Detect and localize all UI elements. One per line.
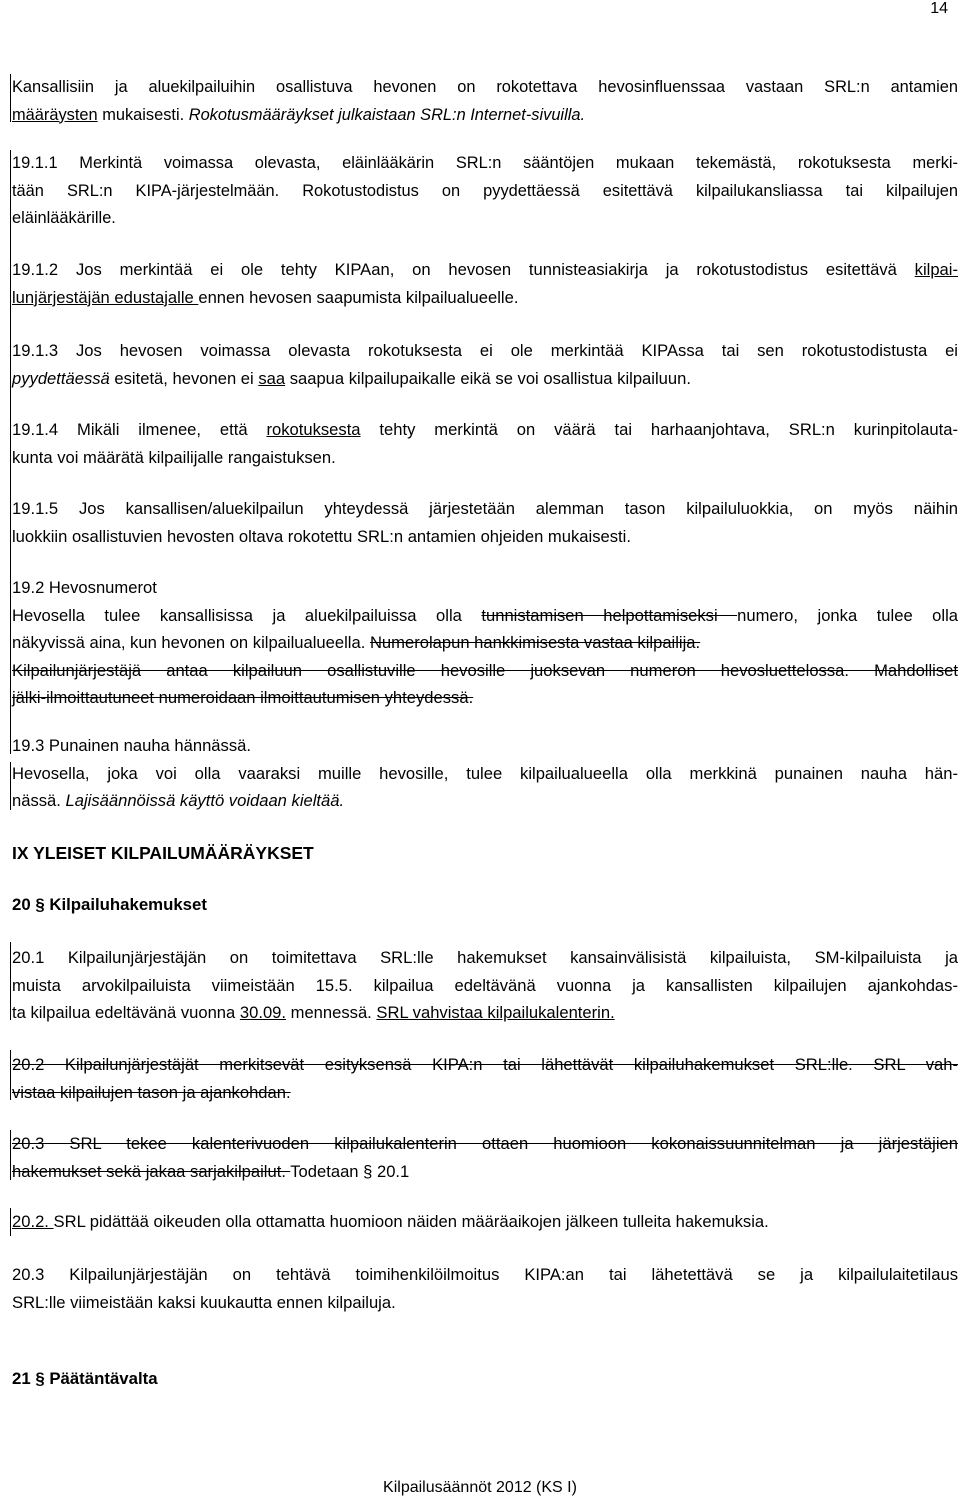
text-line bbox=[12, 1208, 958, 1236]
text-line: 19.1.3 Jos hevosen voimassa olevasta rokotuksesta ei ole merkintää KIPAssa tai sen rokotustodistusta ei bbox=[12, 341, 958, 360]
paragraph-19-3 bbox=[12, 732, 958, 815]
struck-text: 20.2 Kilpailunjärjestäjät merkitsevät esityksensä KIPA:n tai lähettävät kilpailuhakemukset SRL:lle. SRL vah- bbox=[12, 1055, 958, 1074]
text-span: SRL pidättää oikeuden olla ottamatta huomioon näiden määräaikojen jälkeen tulleita hakemuksia. bbox=[53, 1212, 769, 1231]
text-line bbox=[12, 416, 958, 444]
struck-text: vistaa kilpailujen tason ja ajankohdan. bbox=[12, 1082, 291, 1102]
struck-text: 20.3 SRL tekee kalenterivuoden kilpailukalenterin ottaen huomioon kokonaissuunnitelman ja järjestäjien bbox=[12, 1134, 958, 1153]
text-line: tään SRL:n KIPA-järjestelmään. Rokotustodistus on pyydettäessä esitettävä kilpailukansliassa tai kilpailujen bbox=[12, 181, 958, 200]
text-line: eläinlääkärille. bbox=[12, 209, 116, 227]
text-line bbox=[12, 787, 958, 815]
text-line bbox=[12, 602, 958, 630]
paragraph-19-1-1 bbox=[12, 150, 958, 233]
struck-text: Kilpailunjärjestäjä antaa kilpailuun osallistuville hevosille juoksevan numeron hevosluettelossa. Mahdolliset bbox=[12, 660, 958, 680]
page-footer: Kilpailusäännöt 2012 (KS I) bbox=[383, 1479, 577, 1496]
text-span: nässä. bbox=[12, 791, 66, 810]
text-span: mukaisesti. bbox=[97, 105, 189, 124]
paragraph-20-2 bbox=[12, 1208, 958, 1236]
text-span: mennessä. bbox=[286, 1003, 377, 1022]
revision-bar bbox=[10, 74, 11, 122]
text-line bbox=[12, 365, 958, 393]
revision-bar bbox=[10, 762, 11, 810]
text-line: kunta voi määrätä kilpailijalle rangaistuksen. bbox=[12, 447, 336, 467]
text-line bbox=[12, 629, 958, 657]
underlined-text: määräysten bbox=[12, 105, 98, 124]
italic-text: pyydettäessä bbox=[12, 368, 110, 388]
underlined-text: kilpai- bbox=[914, 260, 958, 279]
text-span: ta kilpailua edeltävänä vuonna bbox=[12, 1003, 240, 1022]
text-line bbox=[12, 657, 958, 685]
text-line bbox=[12, 684, 958, 712]
section-title: 19.3 Punainen nauha hännässä. bbox=[12, 736, 251, 755]
paragraph-20-2-struck bbox=[12, 1051, 958, 1106]
struck-text: hakemukset sekä jakaa sarjakilpailut. bbox=[12, 1161, 291, 1181]
text-line: 20.1 Kilpailunjärjestäjän on toimitettava SRL:lle hakemukset kansainvälisistä kilpailuista, SM-kilpailuista ja bbox=[12, 948, 958, 967]
text-line: muista arvokilpailuista viimeistään 15.5. kilpailua edeltävänä vuonna ja kansallisten kilpailujen ajankohdas- bbox=[12, 975, 958, 995]
text-span: esitetä, hevonen ei bbox=[109, 368, 259, 388]
paragraph-19-1-5 bbox=[12, 495, 958, 550]
section-title: 19.2 Hevosnumerot bbox=[12, 578, 157, 597]
paragraph-20-3 bbox=[12, 1261, 958, 1316]
struck-text: tunnistamisen helpottamiseksi bbox=[481, 605, 738, 625]
text-line: 19.1.1 Merkintä voimassa olevasta, eläinlääkärin SRL:n sääntöjen mukaan tekemästä, rokotuksesta merki- bbox=[12, 154, 958, 172]
revision-bar bbox=[10, 942, 11, 1020]
underlined-text: saa bbox=[258, 368, 286, 388]
struck-text: jälki-ilmoittautuneet numeroidaan ilmoittautumisen yhteydessä. bbox=[12, 688, 474, 707]
italic-text: Lajisäännöissä käyttö voidaan kieltää. bbox=[65, 791, 345, 810]
text-line bbox=[12, 256, 958, 284]
paragraph-20-3-struck bbox=[12, 1130, 958, 1185]
text-line: 20.3 Kilpailunjärjestäjän on tehtävä toimihenkilöilmoitus KIPA:an tai lähetettävä se ja kilpailulaitetilaus bbox=[12, 1265, 958, 1284]
text-span: Todetaan § 20.1 bbox=[290, 1161, 410, 1181]
text-line bbox=[12, 1079, 958, 1107]
text-line: SRL:lle viimeistään kaksi kuukautta ennen kilpailuja. bbox=[12, 1292, 396, 1312]
paragraph-influenza bbox=[12, 74, 958, 129]
revision-bar bbox=[10, 150, 11, 754]
text-span: numero, jonka tulee olla bbox=[737, 605, 959, 625]
revision-bar bbox=[10, 1050, 11, 1100]
paragraph-19-2 bbox=[12, 574, 958, 712]
text-span: 19.1.4 Mikäli ilmenee, että bbox=[12, 420, 267, 439]
text-line bbox=[12, 1130, 958, 1158]
paragraph-19-1-3 bbox=[12, 337, 958, 392]
text-line bbox=[12, 1158, 958, 1186]
paragraph-19-1-4 bbox=[12, 416, 958, 471]
section-heading-20: 20 § Kilpailuhakemukset bbox=[12, 895, 207, 914]
paragraph-20-1 bbox=[12, 944, 958, 1027]
text-line bbox=[12, 999, 958, 1027]
text-span: ennen hevosen saapumista kilpailualueelle. bbox=[198, 287, 519, 307]
text-span: tehty merkintä on väärä tai harhaanjohtava, SRL:n kurinpitolauta- bbox=[360, 420, 958, 439]
underlined-text: SRL vahvistaa kilpailukalenterin. bbox=[376, 1003, 615, 1022]
underlined-text: lunjärjestäjän edustajalle bbox=[12, 287, 199, 307]
chapter-heading: IX YLEISET KILPAILUMÄÄRÄYKSET bbox=[12, 843, 314, 863]
underlined-text: 30.09. bbox=[239, 1003, 287, 1022]
text-line bbox=[12, 1051, 958, 1079]
text-line: Kansallisiin ja aluekilpailuihin osallistuva hevonen on rokotettava hevosinfluenssaa vastaan SRL:n antamien bbox=[12, 78, 958, 96]
revision-bar bbox=[10, 1130, 11, 1180]
underlined-text: 20.2. bbox=[12, 1212, 54, 1231]
revision-bar bbox=[10, 1208, 11, 1236]
section-heading-21: 21 § Päätäntävalta bbox=[12, 1369, 158, 1388]
text-line: Hevosella, joka voi olla vaaraksi muille hevosille, tulee kilpailualueella olla merkkinä punainen nauha hän- bbox=[12, 763, 958, 783]
text-line: 19.1.5 Jos kansallisen/aluekilpailun yhteydessä järjestetään alemman tason kilpailuluokkia, on myös näihin bbox=[12, 499, 958, 518]
text-line bbox=[12, 284, 958, 312]
struck-text: Numerolapun hankkimisesta vastaa kilpailija. bbox=[369, 633, 701, 652]
italic-text: Rokotusmääräykset julkaistaan SRL:n Internet-sivuilla. bbox=[188, 105, 586, 124]
paragraph-19-1-2 bbox=[12, 256, 958, 311]
text-line: luokkiin osallistuvien hevosten oltava rokotettu SRL:n antamien ohjeiden mukaisesti. bbox=[12, 526, 631, 546]
page-number: 14 bbox=[930, 0, 948, 17]
text-span: saapua kilpailupaikalle eikä se voi osallistua kilpailuun. bbox=[285, 368, 691, 388]
text-span: 19.1.2 Jos merkintää ei ole tehty KIPAan, on hevosen tunnisteasiakirja ja rokotustodistus esitettävä bbox=[12, 260, 915, 279]
underlined-text: rokotuksesta bbox=[266, 420, 361, 439]
text-span: Hevosella tulee kansallisissa ja aluekilpailuissa olla bbox=[12, 605, 482, 625]
text-span: näkyvissä aina, kun hevonen on kilpailualueella. bbox=[12, 633, 370, 652]
text-line bbox=[12, 102, 958, 130]
